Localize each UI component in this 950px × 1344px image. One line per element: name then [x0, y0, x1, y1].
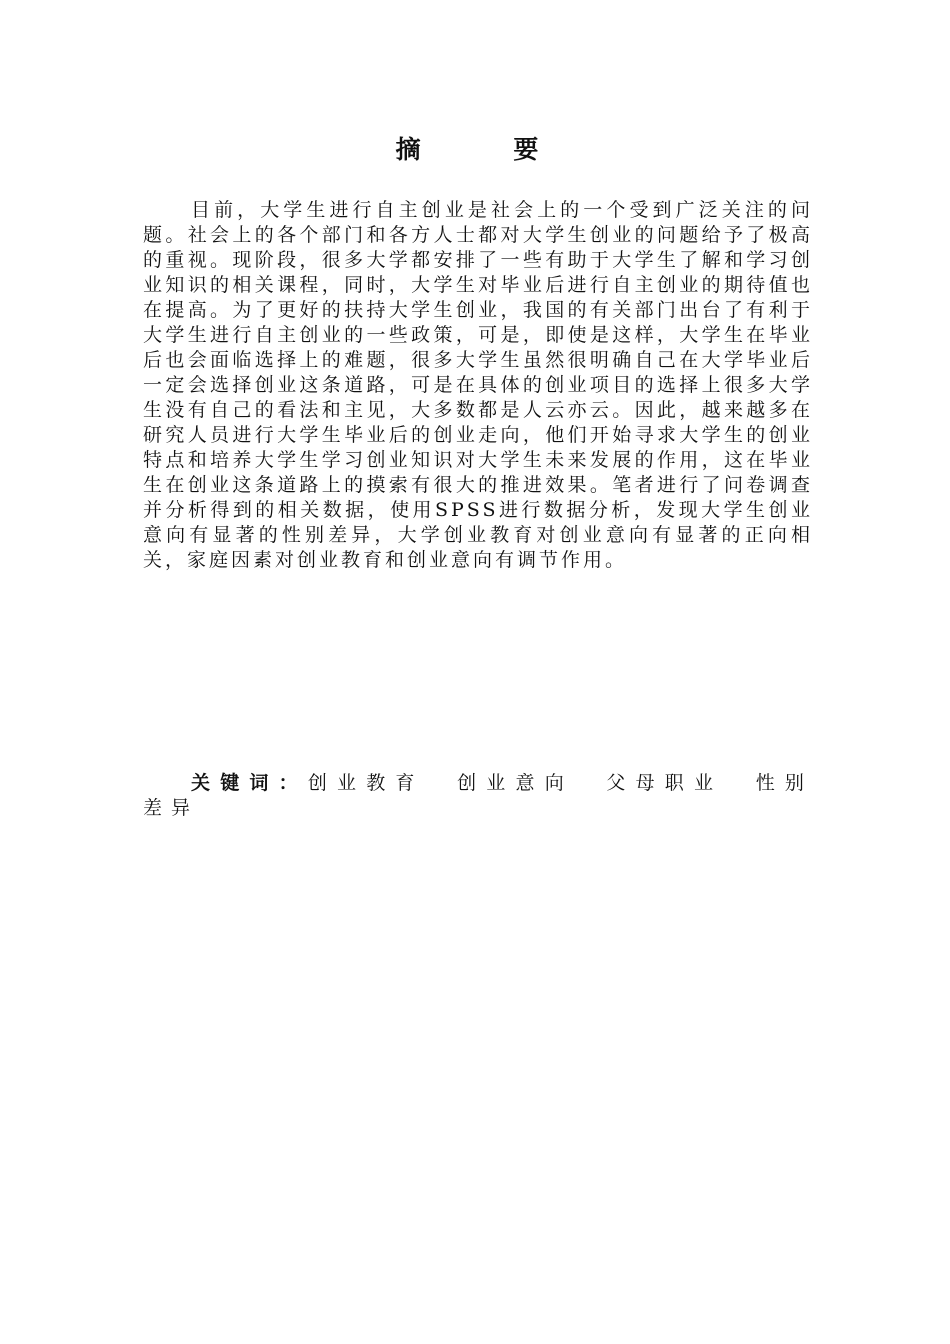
keywords-label: 关键词： — [191, 772, 308, 794]
abstract-body: 目前，大学生进行自主创业是社会上的一个受到广泛关注的问题。社会上的各个部门和各方人士都对大学生创业的问题给予了极高的重视。现阶段，很多大学都安排了一些有助于大学生了解和学习创业知识的相关课程，同时，大学生对毕业后进行自主创业的期待值也在提高。为了更好的扶持大学生创业，我国的有关部门出台了有利于大学生进行自主创业的一些政策，可是，即使是这样，大学生在毕业后也会面临选择上的难题，很多大学生虽然很明确自己在大学毕业后一定会选择创业这条道路，可是在具体的创业项目的选择上很多大学生没有自己的看法和主见，大多数都是人云亦云。因此，越来越多在研究人员进行大学生毕业后的创业走向，他们开始寻求大学生的创业特点和培养大学生学习创业知识对大学生未来发展的作用，这在毕业生在创业这条道路上的摸索有很大的推进效果。笔者进行了问卷调查并分析得到的相关数据，使用SPSS进行数据分析，发现大学生创业意向有显著的性别差异，大学创业教育对创业意向有显著的正向相关，家庭因素对创业教育和创业意向有调节作用。 — [143, 199, 813, 571]
abstract-title: 摘 要 — [395, 135, 581, 164]
keyword-item: 创业教育 — [307, 772, 425, 794]
keyword-item: 性别差异 — [143, 772, 813, 819]
keyword-item: 创业意向 — [457, 772, 574, 794]
keyword-item: 父母职业 — [606, 772, 724, 794]
keywords-line — [143, 771, 813, 821]
